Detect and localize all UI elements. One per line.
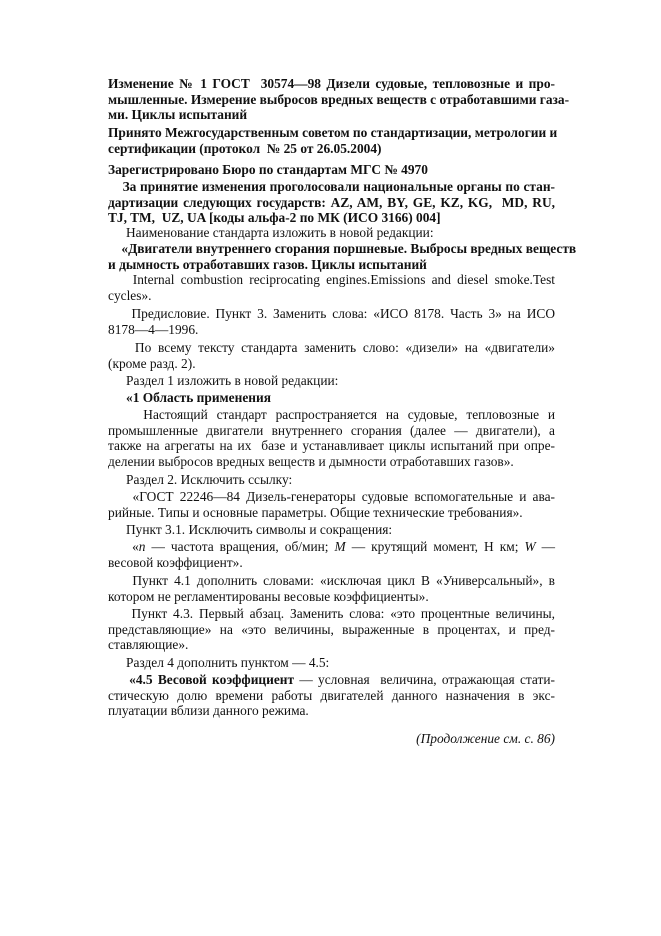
paragraph-section2: Раздел 2. Исключить ссылку: <box>126 472 293 487</box>
registered-note: Зарегистрировано Бюро по стандартам МГС № 4970 <box>108 162 428 177</box>
paragraph-gost-ref: «ГОСТ 22246—84 Дизель-генераторы судовые вспомогательные и ава- рийные. Типы и основные параметры. Общие технические требования». <box>108 489 555 520</box>
paragraph-symbols: «n — частота вращения, об/мин; M — крутящий момент, Н км; W — весовой коэффициент». <box>108 539 555 570</box>
paragraph-name-change: Наименование стандарта изложить в новой редакции: <box>126 225 434 240</box>
paragraph-scope-text: Настоящий стандарт распространяется на судовые, тепловозные и промышленные двигатели внутреннего сгорания (далее — двигатели), а также на агрегаты на их базе и устанавливает циклы испытаний при опре- делении выбросов вредных веществ и дымности отработавших газов». <box>108 407 555 469</box>
adopted-note: Принято Межгосударственным советом по стандартизации, метрологии и сертификации (протокол № 25 от 26.05.2004) <box>108 125 558 156</box>
paragraph-scope-heading: «1 Область применения <box>126 390 271 405</box>
amendment-title: Изменение № 1 ГОСТ 30574—98 Дизели судовые, тепловозные и про- мышленные. Измерение выбросов вредных веществ с отработавшими газа- ми. Циклы испытаний <box>108 76 570 123</box>
paragraph-clause41: Пункт 4.1 дополнить словами: «исключая цикл В «Универсальный», в котором не регламентированы весовые коэффициенты». <box>108 573 555 604</box>
voted-note: За принятие изменения проголосовали национальные органы по стан- дартизации следующих государств: AZ, AM, BY, GE, KZ, KG, MD, RU, TJ, TM, UZ, UA [коды альфа-2 по МК (ИСО 3166) 004] <box>108 179 555 226</box>
continuation-note: (Продолжение см. с. 86) <box>416 731 555 746</box>
paragraph-replace-word: По всему тексту стандарта заменить слово: «дизели» на «двигатели» (кроме разд. 2). <box>108 340 555 371</box>
paragraph-foreword: Предисловие. Пункт 3. Заменить слова: «ИСО 8178. Часть 3» на ИСО 8178—4—1996. <box>108 306 555 337</box>
paragraph-section1: Раздел 1 изложить в новой редакции: <box>126 373 339 388</box>
paragraph-clause31: Пункт 3.1. Исключить символы и сокращения: <box>126 522 393 537</box>
paragraph-clause45: «4.5 Весовой коэффициент — условная величина, отражающая стати- стическую долю времени работы двигателей данного назначения в экс- плуатации вблизи данного режима. <box>108 672 556 719</box>
paragraph-english-name: Internal combustion reciprocating engines.Emissions and diesel smoke.Test cycles». <box>108 272 555 303</box>
paragraph-section4: Раздел 4 дополнить пунктом — 4.5: <box>126 655 330 670</box>
paragraph-new-name: «Двигатели внутреннего сгорания поршневые. Выбросы вредных веществ и дымность отработавших газов. Циклы испытаний <box>108 241 577 272</box>
paragraph-clause43: Пункт 4.3. Первый абзац. Заменить слова: «это процентные величины, представляющие» на «это величины, выраженные в процентах, и пред- ставляющие». <box>108 606 555 653</box>
